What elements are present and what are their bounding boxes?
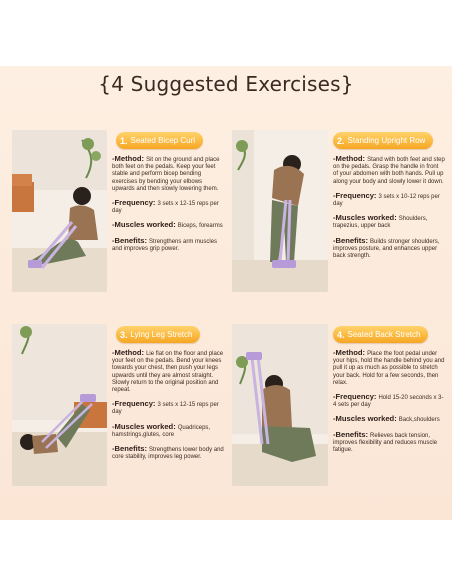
frequency-label: -Frequency: xyxy=(333,190,377,200)
muscles-text: Shoulders, trapezius, upper back xyxy=(333,216,428,230)
method-row xyxy=(112,155,224,193)
method-label: -Method: xyxy=(112,154,145,163)
frequency-row xyxy=(333,192,445,208)
page-title: {4 Suggested Exercises} xyxy=(98,72,354,96)
benefits-label: -Benefits: xyxy=(112,235,148,245)
muscles-text: Biceps, forearms xyxy=(177,223,223,230)
exercise-name: Seated Bicep Curl xyxy=(130,136,195,145)
frequency-row xyxy=(112,199,224,215)
exercise-title-badge xyxy=(333,326,428,343)
exercise-card-seated-back-stretch xyxy=(232,324,452,494)
benefits-row xyxy=(333,431,445,455)
method-label: -Method: xyxy=(112,348,145,357)
exercise-details xyxy=(333,349,445,460)
frequency-label: -Frequency: xyxy=(112,399,156,409)
exercise-name: Standing Upright Row xyxy=(347,136,426,145)
frequency-text: 3 sets x 12-15 reps per day xyxy=(112,201,219,215)
exercise-details xyxy=(112,349,224,467)
muscles-label: -Muscles worked: xyxy=(112,421,176,431)
muscles-text: Quadriceps, hamstrings,glutes, core xyxy=(112,424,211,438)
benefits-row xyxy=(112,237,224,253)
benefits-text: Strengthens lower body and core stability, improves leg power. xyxy=(112,447,224,461)
exercise-card-lying-leg-stretch xyxy=(12,324,232,494)
frequency-text: 3 sets x 12-15 reps per day xyxy=(112,402,219,416)
exercise-card-seated-bicep-curl xyxy=(12,130,232,300)
exercise-photo-seated-back-stretch xyxy=(232,324,328,486)
frequency-row xyxy=(112,400,224,416)
exercise-title-badge xyxy=(116,132,203,149)
benefits-text: Relieves back tension, improves flexibility and reduces muscle fatigue. xyxy=(333,432,438,454)
muscles-row xyxy=(333,415,445,424)
exercise-number: 2. xyxy=(337,135,345,146)
benefits-label: -Benefits: xyxy=(112,444,148,454)
benefits-row xyxy=(112,445,224,461)
method-text: Sit on the ground and place both feet on the pedals. Keep your feet stable and perform bicep bending exercises by bending your elbows upwards and then slowly lowering them. xyxy=(112,157,220,192)
exercise-number: 3. xyxy=(120,329,128,340)
exercise-photo-standing-upright-row xyxy=(232,130,328,292)
muscles-label: -Muscles worked: xyxy=(112,220,176,230)
method-text: Stand with both feet and step on the pedals. Grasp the handle in front of your abdomen with both hands. Pull up along your body and slowly lower it down. xyxy=(333,157,445,185)
frequency-label: -Frequency: xyxy=(112,198,156,208)
exercise-card-standing-upright-row xyxy=(232,130,452,300)
exercise-title-badge xyxy=(333,132,433,149)
exercise-number: 1. xyxy=(120,135,128,146)
method-row xyxy=(333,155,445,186)
exercise-infographic xyxy=(0,66,452,520)
method-label: -Method: xyxy=(333,154,366,163)
frequency-text: 3 sets x 10-12 reps per day xyxy=(333,193,440,208)
muscles-label: -Muscles worked: xyxy=(333,414,397,424)
exercise-details xyxy=(333,155,445,266)
muscles-row xyxy=(333,214,445,230)
exercise-title-badge xyxy=(116,326,200,343)
exercise-name: Lying Leg Stretch xyxy=(130,330,193,339)
benefits-text: Builds stronger shoulders, improves posture, and enhances upper back strength. xyxy=(333,238,440,260)
method-row xyxy=(333,349,445,387)
frequency-label: -Frequency: xyxy=(333,392,377,402)
exercise-number: 4. xyxy=(337,329,345,340)
muscles-label: -Muscles worked: xyxy=(333,213,397,223)
exercise-name: Seated Back Stretch xyxy=(347,330,421,339)
benefits-label: -Benefits: xyxy=(333,429,369,439)
benefits-row xyxy=(333,237,445,261)
muscles-row xyxy=(112,423,224,439)
exercise-photo-seated-bicep-curl xyxy=(12,130,107,292)
benefits-text: Strengthens arm muscles and improves grip power. xyxy=(112,238,218,252)
exercise-photo-lying-leg-stretch xyxy=(12,324,107,486)
frequency-text: Hold 15-20 seconds x 3-4 sets per day xyxy=(333,395,444,409)
frequency-row xyxy=(333,393,445,409)
method-row xyxy=(112,349,224,394)
method-label: -Method: xyxy=(333,348,366,357)
method-text: Lie flat on the floor and place your feet on the pedals. Bend your knees towards your chest, then push your legs upwards until they are almost straight. Slowly return to the original position and repeat. xyxy=(112,351,224,394)
benefits-label: -Benefits: xyxy=(333,235,369,245)
exercise-details xyxy=(112,155,224,259)
muscles-row xyxy=(112,221,224,230)
method-text: Place the foot pedal under your hips, hold the handle behind you and pull it up as much as possible to stretch your back. Hold for a few seconds, then relax. xyxy=(333,351,445,386)
muscles-text: Back,shoulders xyxy=(398,417,440,424)
